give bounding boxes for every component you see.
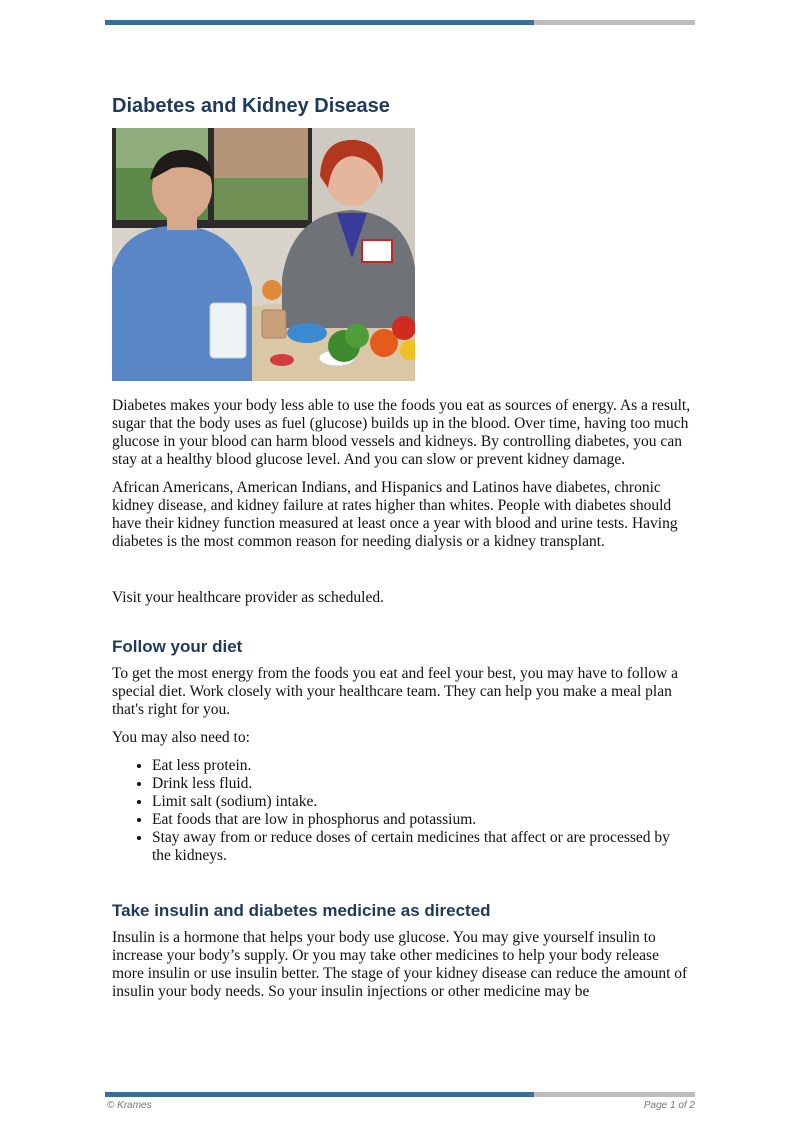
intro-paragraph-1: Diabetes makes your body less able to use the foods you eat as sources of energy. As a result, sugar that the body uses as fuel (glucose) builds up in the blood. Over time, having too much glucose in your blood can harm blood vessels and kidneys. By controlling diabetes, you can stay at a healthy blood glucose level. And you can slow or prevent kidney damage. — [112, 397, 691, 468]
list-item: • Drink less fluid. — [152, 775, 692, 793]
footer-page-number: Page 1 of 2 — [643, 1100, 695, 1111]
diet-lead: You may also need to: — [112, 729, 250, 746]
header-rule-accent — [105, 20, 534, 25]
list-item: • Stay away from or reduce doses of certain medicines that affect or are processed by the kidneys. — [152, 829, 692, 865]
list-item: • Limit salt (sodium) intake. — [152, 793, 692, 811]
footer-copyright: © Krames — [107, 1100, 152, 1111]
footer-rule — [105, 1092, 695, 1097]
insulin-heading: Take insulin and diabetes medicine as directed — [112, 901, 491, 920]
insulin-paragraph: Insulin is a hormone that helps your body use glucose. You may give yourself insulin to increase your body’s supply. Or you may take other medicines to help your body release more insulin or use insulin better. The stage of your kidney disease can reduce the amount of insulin your body needs. So your insulin injections or other medicine may be — [112, 929, 688, 1000]
photo-people-at-table — [112, 128, 415, 381]
list-item: • Eat less protein. — [152, 757, 692, 775]
visit-provider-paragraph: Visit your healthcare provider as scheduled. — [112, 589, 384, 606]
diet-paragraph: To get the most energy from the foods you eat and feel your best, you may have to follow a special diet. Work closely with your healthcare team. They can help you make a meal plan that's right for you. — [112, 665, 678, 718]
intro-paragraph-2: African Americans, American Indians, and Hispanics and Latinos have diabetes, chronic kidney disease, and kidney failure at rates higher than whites. People with diabetes should have their kidney function measured at least once a year with blood and urine tests. Having diabetes is the most common reason for needing dialysis or a kidney transplant. — [112, 479, 678, 550]
document-body — [112, 94, 692, 1011]
header-rule — [105, 20, 695, 25]
page-title: Diabetes and Kidney Disease — [112, 95, 390, 117]
list-item: • Eat foods that are low in phosphorus and potassium. — [152, 811, 692, 829]
footer-rule-accent — [105, 1092, 534, 1097]
diet-heading: Follow your diet — [112, 637, 243, 656]
diet-list — [112, 757, 692, 865]
